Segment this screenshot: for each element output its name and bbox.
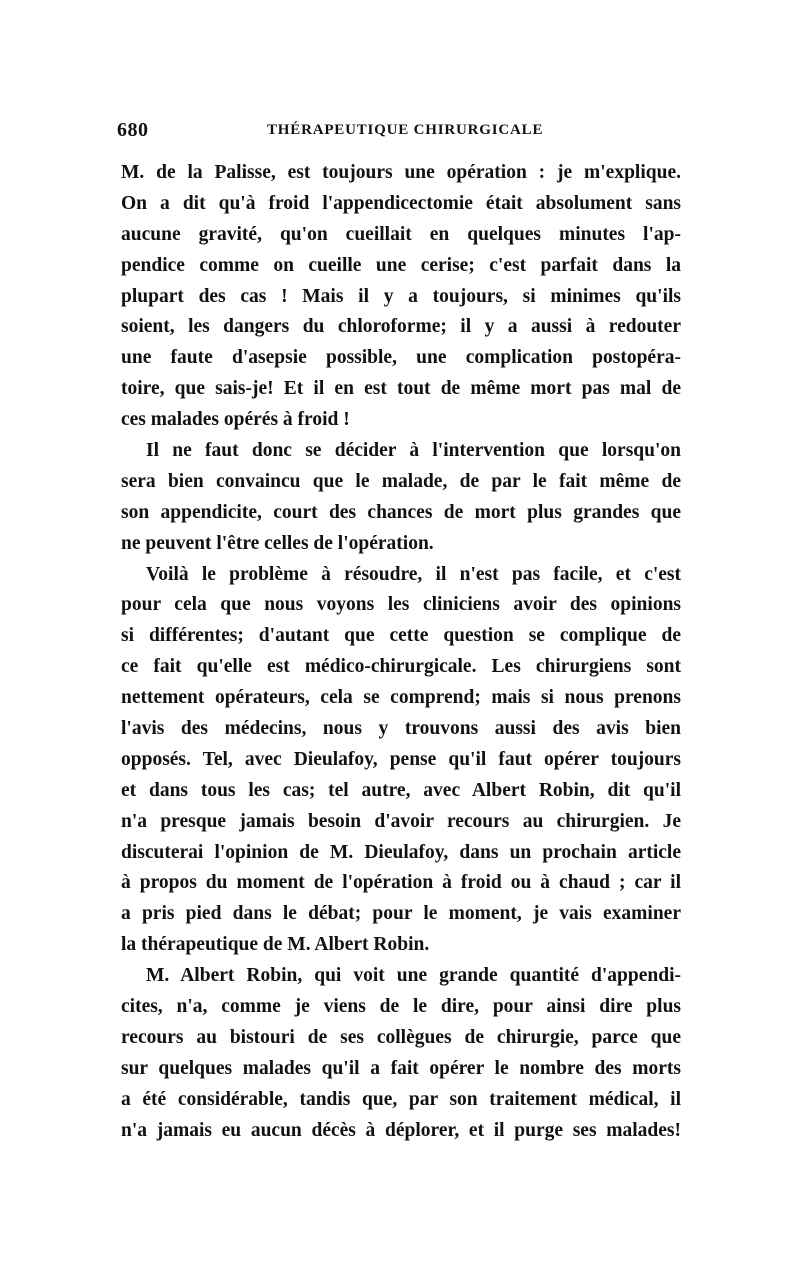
body-text — [121, 158, 681, 1147]
text-line: l'avis des médecins, nous y trouvons aussi des avis bien — [121, 718, 681, 740]
text-line: ces malades opérés à froid ! — [121, 409, 350, 431]
text-line: a pris pied dans le débat; pour le moment, je vais examiner — [121, 903, 681, 925]
text-line: une faute d'asepsie possible, une complication postopéra- — [121, 347, 681, 369]
text-line: cites, n'a, comme je viens de le dire, pour ainsi dire plus — [121, 996, 681, 1018]
page-number: 680 — [117, 119, 149, 141]
text-line: aucune gravité, qu'on cueillait en quelques minutes l'ap- — [121, 223, 681, 245]
text-line: toire, que sais-je! Et il en est tout de même mort pas mal de — [121, 378, 681, 400]
text-line: la thérapeutique de M. Albert Robin. — [121, 934, 430, 956]
text-line: opposés. Tel, avec Dieulafoy, pense qu'il faut opérer toujours — [121, 748, 681, 770]
text-line: pour cela que nous voyons les cliniciens avoir des opinions — [121, 594, 681, 616]
text-line: On a dit qu'à froid l'appendicectomie était absolument sans — [121, 192, 681, 214]
text-line: M. de la Palisse, est toujours une opération : je m'explique. — [121, 162, 681, 183]
text-line: n'a jamais eu aucun décès à déplorer, et il purge ses malades! — [121, 1119, 681, 1141]
text-line: et dans tous les cas; tel autre, avec Albert Robin, dit qu'il — [121, 779, 681, 801]
text-line: soient, les dangers du chloroforme; il y a aussi à redouter — [121, 316, 681, 338]
text-line: Il ne faut donc se décider à l'intervention que lorsqu'on — [146, 440, 681, 462]
text-line: sera bien convaincu que le malade, de par le fait même de — [121, 470, 681, 492]
text-line: sur quelques malades qu'il a fait opérer le nombre des morts — [121, 1057, 681, 1079]
text-line: nettement opérateurs, cela se comprend; mais si nous prenons — [121, 687, 681, 709]
text-line: si différentes; d'autant que cette question se complique de — [121, 625, 681, 647]
text-line: n'a presque jamais besoin d'avoir recours au chirurgien. Je — [121, 810, 681, 832]
text-line: plupart des cas ! Mais il y a toujours, si minimes qu'ils — [121, 285, 681, 307]
text-line: Voilà le problème à résoudre, il n'est pas facile, et c'est — [146, 563, 681, 585]
text-line: recours au bistouri de ses collègues de chirurgie, parce que — [121, 1026, 681, 1048]
text-line: son appendicite, court des chances de mort plus grandes que — [121, 501, 681, 523]
text-line: a été considérable, tandis que, par son traitement médical, il — [121, 1088, 681, 1110]
text-line: discuterai l'opinion de M. Dieulafoy, dans un prochain article — [121, 841, 681, 863]
text-line: ce fait qu'elle est médico-chirurgicale. Les chirurgiens sont — [121, 656, 681, 678]
text-line: ne peuvent l'être celles de l'opération. — [121, 532, 434, 554]
text-line: M. Albert Robin, qui voit une grande quantité d'appendi- — [146, 965, 681, 987]
text-line: pendice comme on cueille une cerise; c'est parfait dans la — [121, 254, 681, 276]
running-title: THÉRAPEUTIQUE CHIRURGICALE — [267, 122, 544, 138]
text-line: à propos du moment de l'opération à froid ou à chaud ; car il — [121, 872, 681, 894]
page-header — [117, 119, 680, 143]
